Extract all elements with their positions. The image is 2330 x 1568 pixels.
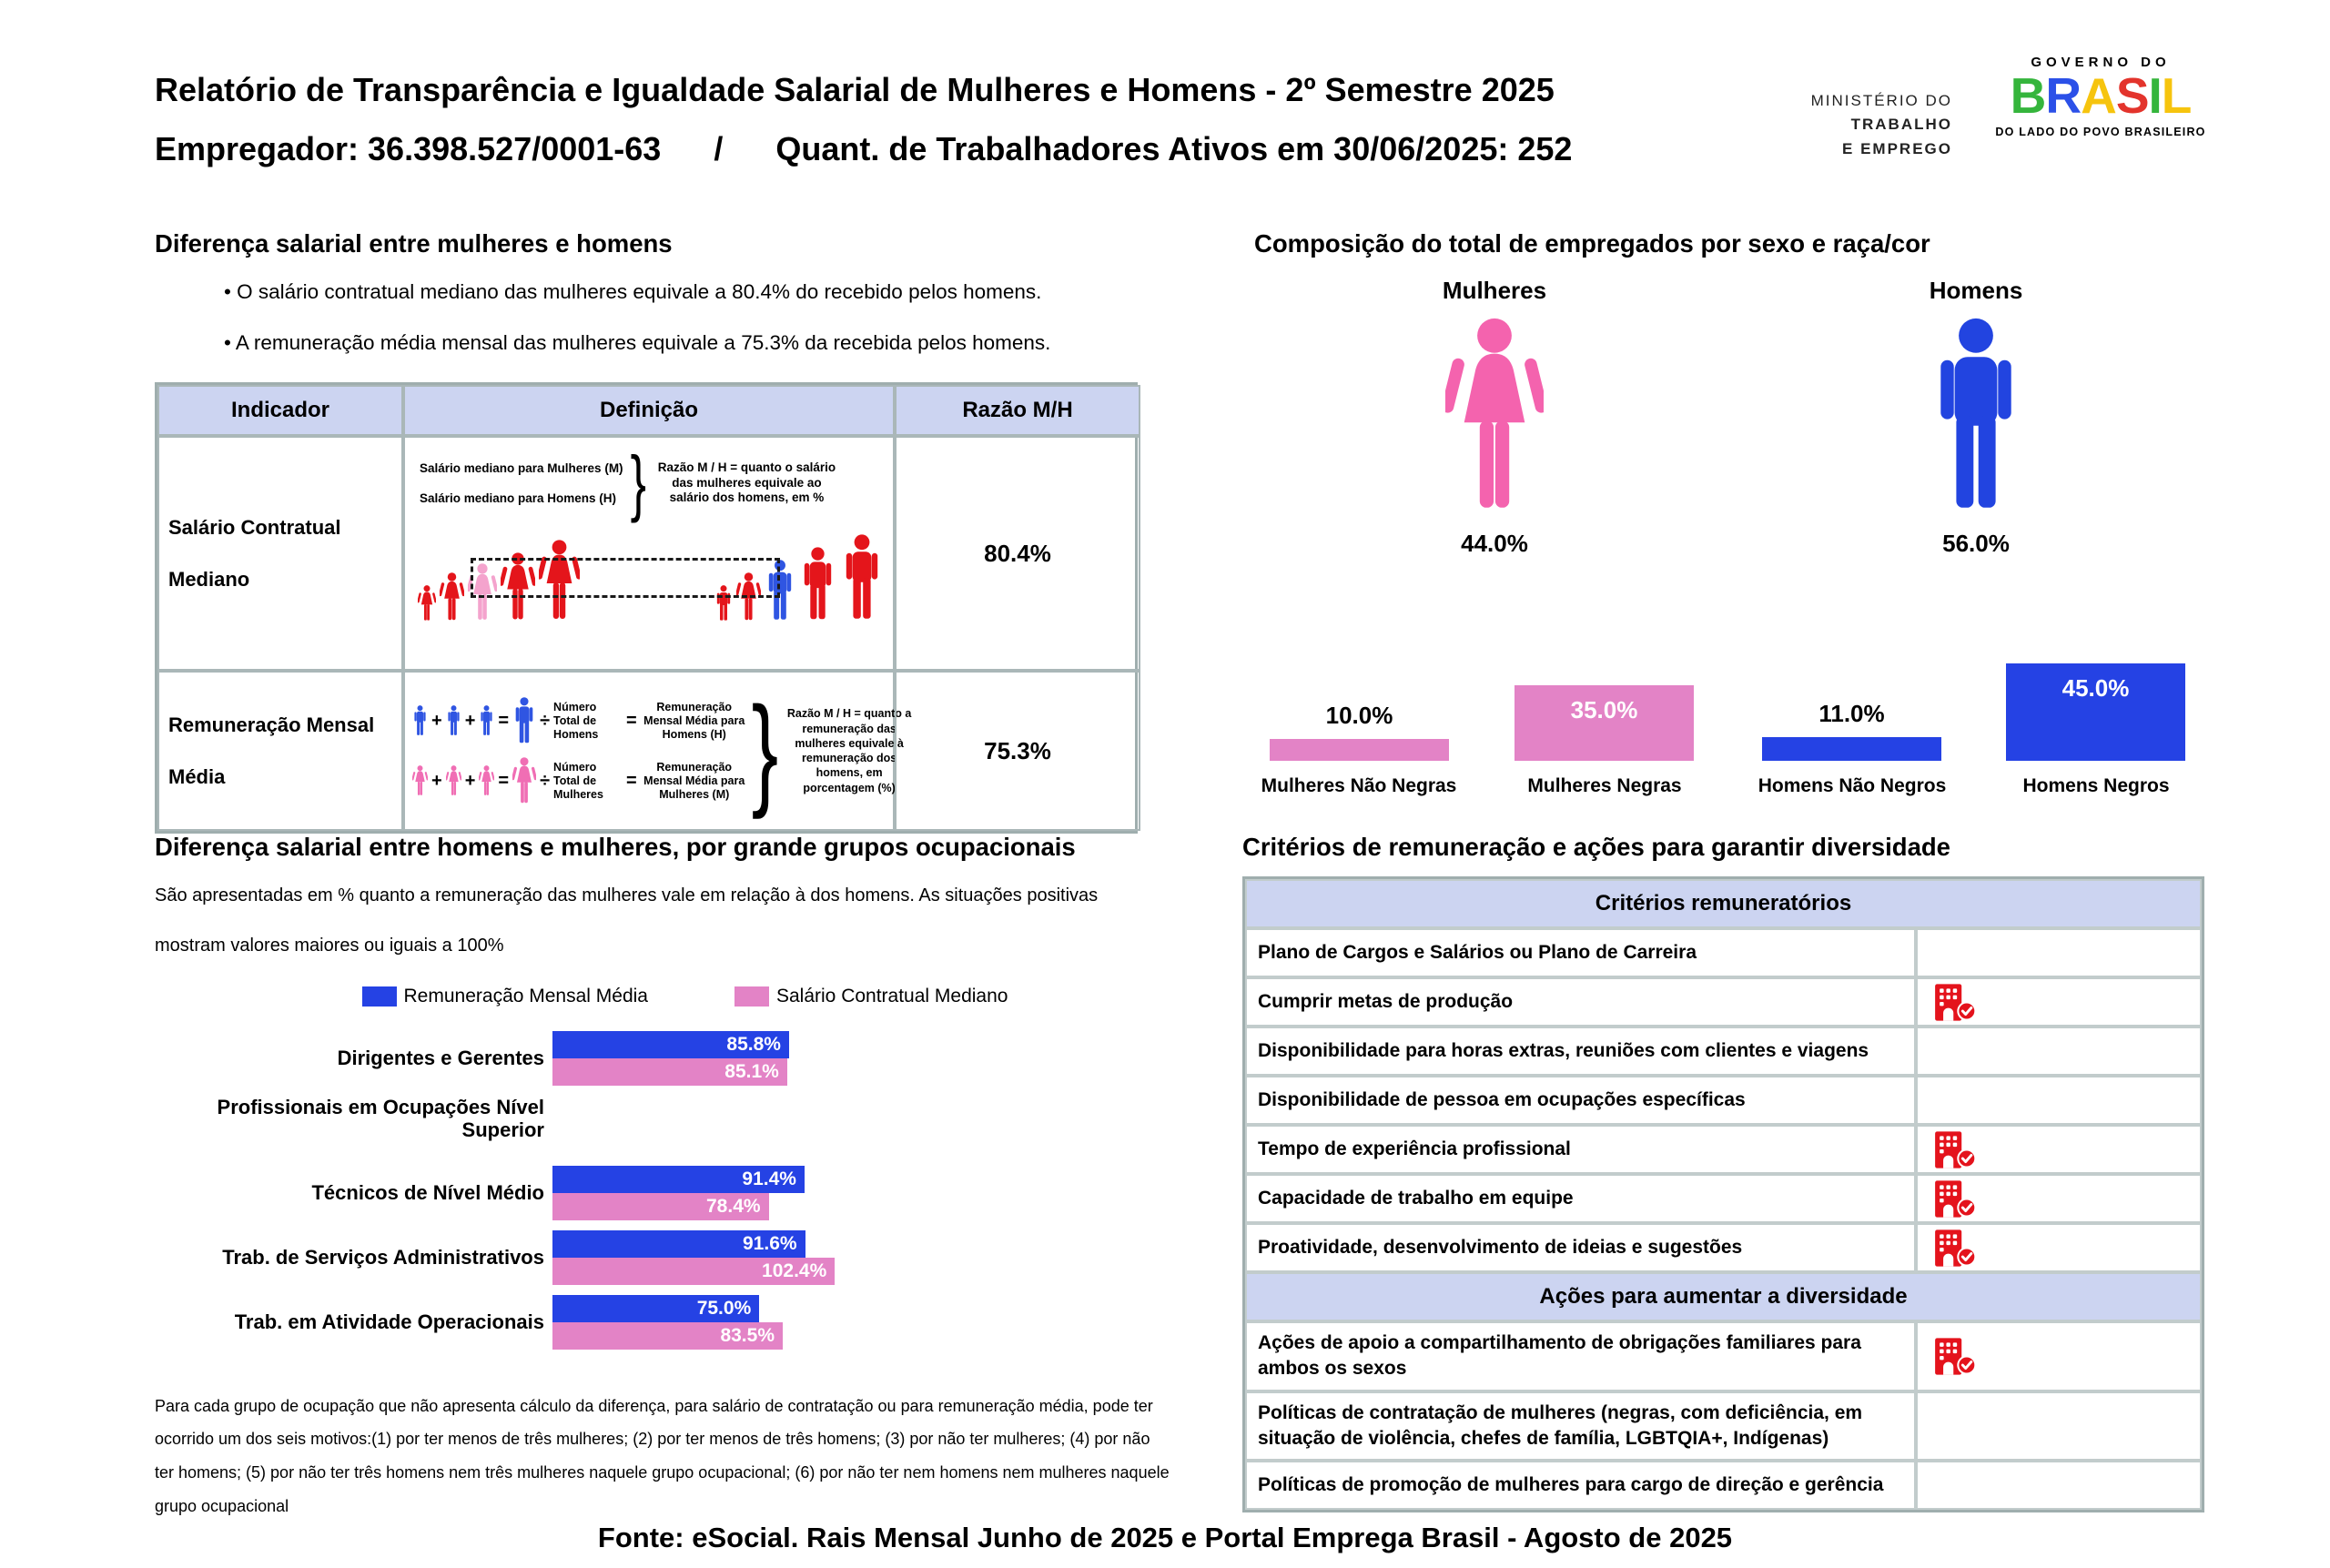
ratio-median-salary: 80.4% [895,436,1140,671]
section-occupational [155,833,1215,1523]
salary-gap-title: Diferença salarial entre mulheres e homens [155,229,673,258]
bar-remuneracao: 91.6% [552,1230,805,1258]
criteria-header-remuneratorios: Critérios remuneratórios [1245,879,2202,928]
diagram1-women-line: Salário mediano para Mulheres (M) [420,461,623,475]
diagram2-men-formula: + + = ÷ Número Total de Homens = Remuneração Mensal Média para Homens (H) [412,697,748,744]
criteria-table [1242,876,2204,1512]
diagram1-figures [418,531,884,622]
chart-legend [155,986,1215,1007]
column-header-razao: Razão M/H [895,385,1140,436]
category-label: Mulheres Negras [1527,775,1682,796]
active-workers-count: Quant. de Trabalhadores Ativos em 30/06/2025: 252 [775,130,1573,167]
bar-value-label: 45.0% [2062,674,2130,702]
bar-mulheres-nao-negras [1270,702,1449,761]
composition-female-group [1385,277,1604,558]
bar-homens-negros [2006,663,2185,761]
ratio-average-pay: 75.3% [895,671,1140,831]
table-row: Tempo de experiência profissional [1245,1125,2202,1174]
legend-swatch-blue [362,986,397,1007]
table-row: Capacidade de trabalho em equipe [1245,1174,2202,1223]
ministry-line1: MINISTÉRIO DO [1810,92,1952,109]
ministry-wordmark [1734,89,1952,161]
bar-salario: 102.4% [552,1258,835,1285]
ministry-line2: TRABALHO [1850,116,1952,134]
table-row: Proatividade, desenvolvimento de ideias e sugestões [1245,1223,2202,1272]
legend-swatch-pink [734,986,769,1007]
woman-icon [479,765,494,796]
men-divisor-text: Número Total de Homens [553,700,599,741]
indicator-average-pay: Remuneração Mensal Média [157,671,403,831]
bar-value-label: 11.0% [1818,699,1885,727]
table-row: Cumprir metas de produção [1245,977,2202,1027]
group-profissionais: Profissionais em Ocupações Nível Superior [217,1096,544,1142]
group-atividade-operacionais: Trab. em Atividade Operacionais 75.0% 83.5% [155,1295,1215,1350]
category-label: Mulheres Não Negras [1261,775,1457,796]
male-percentage: 56.0% [1942,530,2010,557]
median-connector-dashed-box [471,558,780,598]
subtitle-separator: / [714,130,724,167]
woman-sum-icon [512,757,536,804]
bullet-median-salary: • O salário contratual mediano das mulheres equivale a 80.4% do recebido pelos homens. [224,280,1042,303]
occupational-title: Diferença salarial entre homens e mulheres, por grande grupos ocupacionais [155,833,1076,861]
woman-icon [418,585,436,622]
woman-icon [446,765,461,796]
man-icon [446,705,461,736]
bar-remuneracao: 91.4% [552,1166,805,1193]
section-composition [1254,229,2239,830]
composition-bar-chart [1254,539,2239,761]
building-check-icon [1934,983,1977,1022]
man-icon [799,547,836,622]
diagram-median-salary [403,436,895,671]
table-row: Plano de Cargos e Salários ou Plano de Carreira [1245,928,2202,977]
table-row: Disponibilidade para horas extras, reuniões com clientes e viagens [1245,1027,2202,1076]
table-row: Ações de apoio a compartilhamento de obrigações familiares para ambos os sexos [1245,1321,2202,1391]
bar-salario: 78.4% [552,1193,769,1220]
section-salary-gap [155,229,1183,834]
building-check-icon [1934,1337,1977,1376]
indicator-median-salary: Salário Contratual Mediano [157,436,403,671]
source-footer: Fonte: eSocial. Rais Mensal Junho de 2025 e Portal Emprega Brasil - Agosto de 2025 [597,1522,1733,1553]
bar-mulheres-negras [1514,685,1694,761]
woman-icon [412,765,428,796]
female-icon [1445,318,1544,514]
group-dirigentes: Dirigentes e Gerentes 85.8% 85.1% [155,1031,1215,1086]
table-row: Políticas de promoção de mulheres para cargo de direção e gerência [1245,1461,2202,1510]
section-criteria [1242,833,2207,1512]
building-check-icon [1934,1229,1977,1268]
page-subtitle [155,130,1572,168]
diagram2-explanation: Razão M / H = quanto a remuneração das mulheres equivale à remuneração dos homens, em porcentagem (%) [786,707,912,794]
category-label: Homens Negros [2022,775,2170,796]
bar-homens-nao-negros [1762,699,1941,761]
bar-salario: 83.5% [552,1322,783,1350]
occupational-subtitle: São apresentadas em % quanto a remuneração das mulheres vale em relação à dos homens. As situações positivas mostram valores maiores ou iguais a 100% [155,885,1099,956]
building-check-icon [1934,1179,1977,1219]
man-sum-icon [512,697,536,744]
diagram1-explanation: Razão M / H = quanto o salário das mulheres equivale ao salário dos homens, em % [657,460,836,505]
page-title: Relatório de Transparência e Igualdade Salarial de Mulheres e Homens - 2º Semestre 2025 [155,71,1555,108]
criteria-title: Critérios de remuneração e ações para garantir diversidade [1242,833,1950,861]
female-percentage: 44.0% [1461,530,1528,557]
gov-logo-tagline: DO LADO DO POVO BRASILEIRO [1995,125,2206,138]
category-label: Homens Não Negros [1758,775,1947,796]
man-icon [840,534,884,622]
gov-logo-top-text: GOVERNO DO [2031,55,2171,70]
table-row: Disponibilidade de pessoa em ocupações específicas [1245,1076,2202,1125]
diagram-average-pay [403,671,912,831]
brasil-logotype: BRASIL [2010,67,2192,124]
ministry-line3: E EMPREGO [1842,139,1952,157]
men-result-text: Remuneração Mensal Média para Homens (H) [643,700,745,741]
man-icon [412,705,428,736]
government-brasil-logo [1991,55,2210,138]
bar-value-label: 35.0% [1570,695,1638,723]
table-row: Políticas de contratação de mulheres (negras, com deficiência, em situação de violência, chefes de família, LGBTQIA+, Indígenas) [1245,1391,2202,1462]
column-header-definicao: Definição [403,385,895,436]
bar-salario: 85.1% [552,1058,787,1086]
building-check-icon [1934,1130,1977,1169]
salary-gap-bullets [224,280,1183,355]
male-icon [1927,318,2025,514]
column-header-indicador: Indicador [157,385,403,436]
woman-icon [440,572,464,622]
bar-remuneracao: 85.8% [552,1031,789,1058]
occupational-bar-chart [155,1031,1215,1350]
group-tecnicos: Técnicos de Nível Médio 91.4% 78.4% [155,1166,1215,1220]
women-result-text: Remuneração Mensal Média para Mulheres (M) [643,760,745,801]
bar-value-label: 10.0% [1325,702,1393,730]
diagram1-brace: } [630,442,646,524]
criteria-header-diversidade: Ações para aumentar a diversidade [1245,1272,2202,1321]
bullet-average-pay: • A remuneração média mensal das mulheres equivale a 75.3% da recebida pelos homens. [224,331,1051,354]
male-group-label: Homens [1929,277,2023,304]
occupational-footnote: Para cada grupo de ocupação que não apresenta cálculo da diferença, para salário de contratação ou para remuneração média, pode ter ocorrido um dos seis motivos:(1) por ter menos de três mulheres; (2) por ter menos de três homens; (3) por não ter mulheres; (4) por não ter homens; (5) por não ter três homens nem três mulheres naquele grupo ocupacional; (6) por não ter nem homens nem mulheres naquele grupo ocupacional [155,1396,1170,1516]
female-group-label: Mulheres [1442,277,1547,304]
indicator-table [155,382,1138,834]
diagram2-women-formula: + + = ÷ Número Total de Mulheres = Remuneração Mensal Média para Mulheres (M) [412,757,748,804]
diagram1-men-line: Salário mediano para Homens (H) [420,491,617,505]
composition-male-group [1867,277,2085,558]
employer-id: Empregador: 36.398.527/0001-63 [155,130,662,167]
man-icon [479,705,494,736]
composition-title: Composição do total de empregados por sexo e raça/cor [1254,229,1930,258]
legend-item-salario: Salário Contratual Mediano [734,986,1008,1007]
women-divisor-text: Número Total de Mulheres [553,760,603,801]
legend-item-remuneracao: Remuneração Mensal Média [362,986,648,1007]
bar-remuneracao: 75.0% [552,1295,759,1322]
diagram2-brace: } [751,680,779,820]
group-servicos-administrativos: Trab. de Serviços Administrativos 91.6% 102.4% [155,1230,1215,1285]
